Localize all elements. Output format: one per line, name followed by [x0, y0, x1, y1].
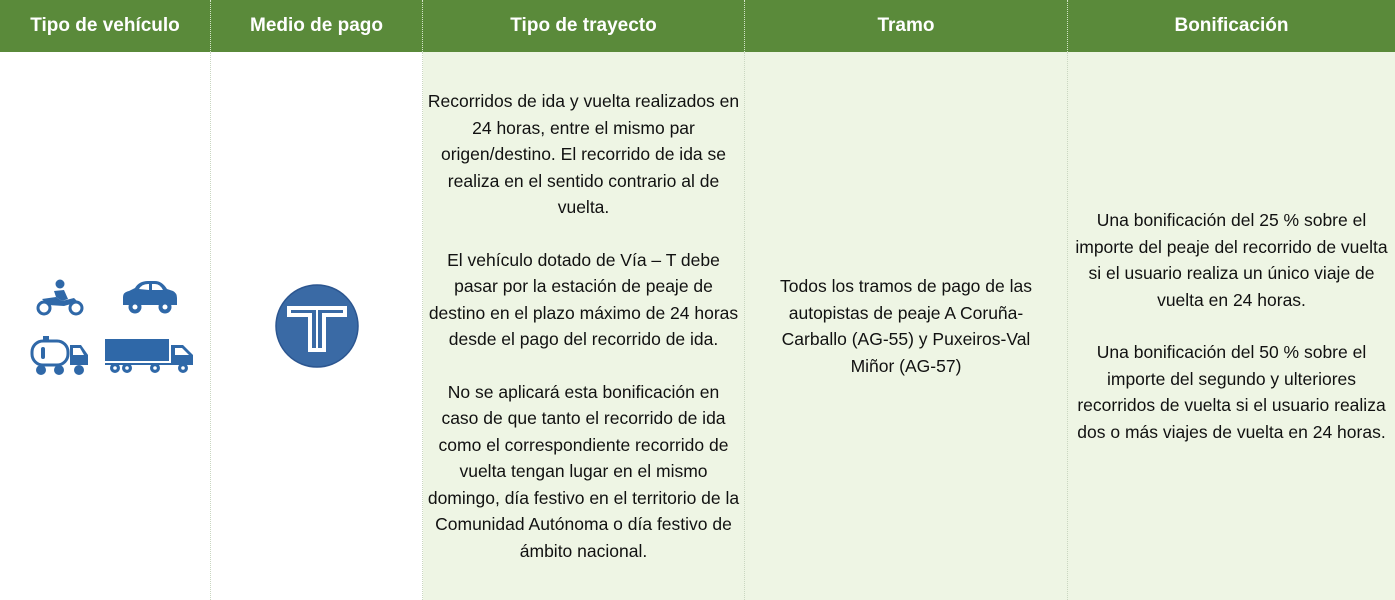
trip-type-cell	[423, 52, 745, 600]
vehicle-types-cell	[0, 52, 211, 600]
motorcycle-icon	[34, 277, 86, 317]
header-tipo-vehiculo: Tipo de vehículo	[0, 0, 211, 52]
via-t-logo	[275, 284, 359, 368]
vehicle-icons	[15, 268, 195, 384]
section-text: Todos los tramos de pago de las autopistas de peaje A Coruña-Carballo (AG-55) y Puxeiros-Val Miñor (AG-57)	[780, 276, 1032, 376]
bonification-paragraph-2: Una bonificación del 50 % sobre el importe del segundo y ulteriores recorridos de vuelta si el usuario realiza dos o más viajes de vuelta en 24 horas.	[1077, 342, 1386, 442]
trip-type-paragraph-3: No se aplicará esta bonificación en caso de que tanto el recorrido de ida como el correspondiente recorrido de vuelta tengan lugar en el mismo domingo, día festivo en el territorio de la Comunidad Autónoma o día festivo de ámbito nacional.	[427, 381, 740, 561]
header-medio-pago: Medio de pago	[211, 0, 423, 52]
bonification-paragraph-1: Una bonificación del 25 % sobre el importe del peaje del recorrido de vuelta si el usuario realiza un único viaje de vuelta en 24 horas.	[1075, 210, 1388, 310]
table-header	[0, 0, 1395, 52]
header-tramo: Tramo	[745, 0, 1068, 52]
header-tipo-trayecto: Tipo de trayecto	[423, 0, 745, 52]
trip-type-text	[423, 88, 744, 564]
trip-type-paragraph-1: Recorridos de ida y vuelta realizados en 24 horas, entre el mismo par origen/destino. El recorrido de ida se realiza en el sentido contrario al de vuelta.	[427, 91, 740, 217]
via-t-logo-icon	[275, 284, 359, 368]
bonification-cell	[1068, 52, 1395, 600]
payment-method-cell	[211, 52, 423, 600]
car-icon	[121, 278, 179, 316]
truck-trailer-icon	[105, 335, 195, 375]
table-row	[0, 52, 1395, 600]
bonification-text	[1068, 207, 1395, 445]
section-cell	[745, 52, 1068, 600]
trip-type-paragraph-2: El vehículo dotado de Vía – T debe pasar por la estación de peaje de destino en el plazo máximo de 24 horas desde el pago del recorrido de ida.	[428, 249, 739, 349]
header-bonificacion: Bonificación	[1174, 15, 1289, 36]
tanker-truck-icon	[29, 333, 91, 377]
